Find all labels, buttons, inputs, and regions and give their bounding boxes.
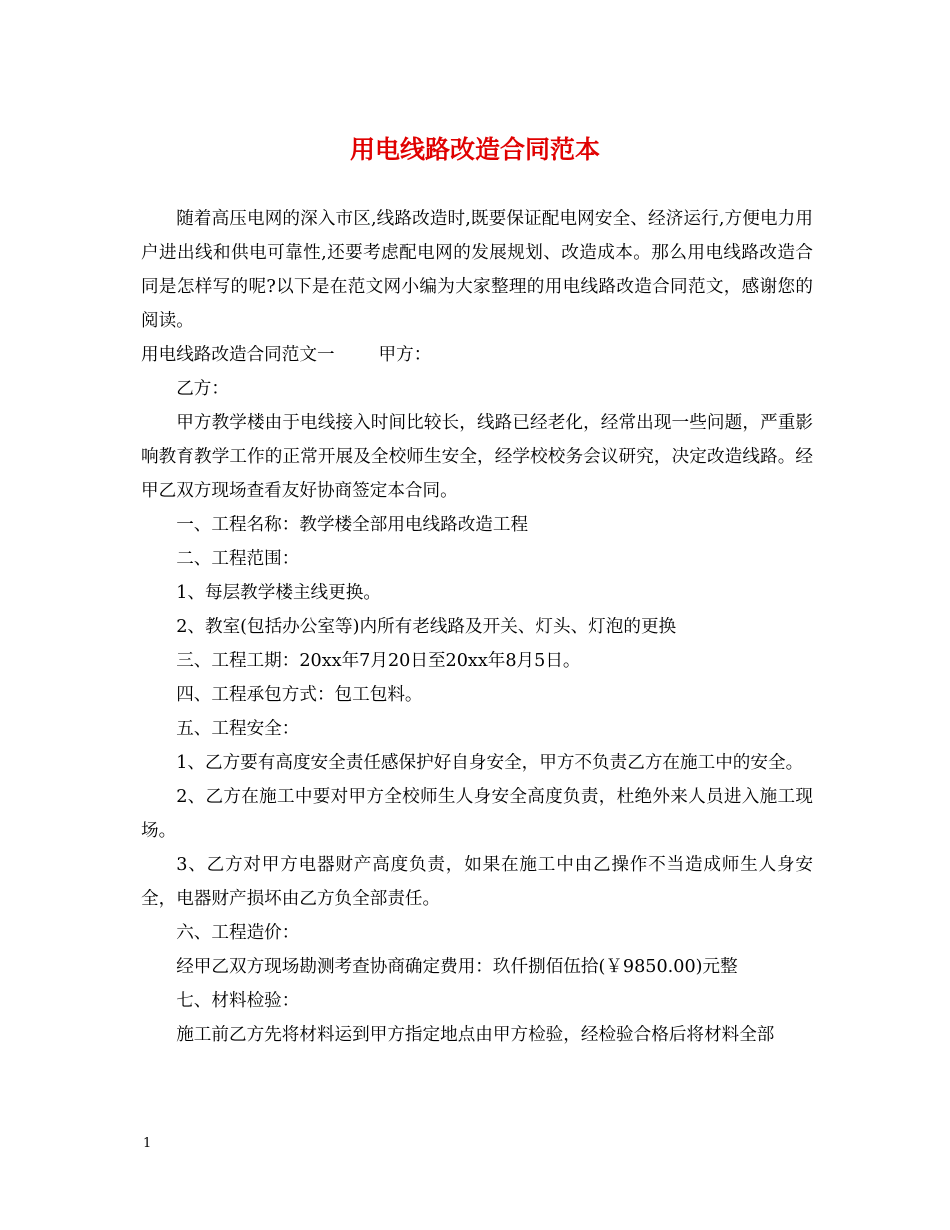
party-b-label: 乙方： (176, 379, 229, 399)
page-title: 用电线路改造合同范本 (349, 135, 600, 164)
safety-item-1: 1、乙方要有高度安全责任感保护好自身安全，甲方不负责乙方在施工中的安全。 (176, 753, 804, 773)
scope-item-1: 1、每层教学楼主线更换。 (176, 583, 381, 603)
safety-item-3: 3、乙方对甲方电器财产高度负责，如果在施工中由乙操作不当造成师生人身安全，电器财产损坏由乙方负全部责任。 (141, 855, 813, 909)
clause-contract-method: 四、工程承包方式：包工包料。 (176, 685, 423, 705)
clause-project-scope: 二、工程范围： (176, 549, 300, 569)
party-a-label: 甲方： (378, 345, 432, 365)
background-paragraph: 甲方教学楼由于电线接入时间比较长，线路已经老化，经常出现一些问题，严重影响教育教学工作的正常开展及全校师生安全，经学校校务会议研究，决定改造线路。经甲乙双方现场查看友好协商签定本合同。 (141, 413, 813, 501)
clause-project-name: 一、工程名称：教学楼全部用电线路改造工程 (176, 515, 529, 535)
safety-item-2: 2、乙方在施工中要对甲方全校师生人身安全高度负责，杜绝外来人员进入施工现场。 (141, 787, 813, 841)
intro-paragraph: 随着高压电网的深入市区,线路改造时,既要保证配电网安全、经济运行,方便电力用户进出线和供电可靠性,还要考虑配电网的发展规划、改造成本。那么用电线路改造合同是怎样写的呢?以下是在范文网小编为大家整理的用电线路改造合同范文，感谢您的阅读。 (141, 209, 813, 331)
clause-project-cost: 六、工程造价： (176, 923, 300, 943)
inspection-detail: 施工前乙方先将材料运到甲方指定地点由甲方检验，经检验合格后将材料全部 (176, 1025, 775, 1045)
cost-detail: 经甲乙双方现场勘测考查协商确定费用：玖仟捌佰伍拾(￥9850.00)元整 (176, 957, 738, 977)
clause-project-duration: 三、工程工期：20xx年7月20日至20xx年8月5日。 (176, 651, 581, 671)
clause-safety: 五、工程安全： (176, 719, 300, 739)
sample-heading: 用电线路改造合同范文一 (141, 345, 335, 365)
heading-line (141, 338, 813, 372)
clause-material-inspection: 七、材料检验： (176, 991, 300, 1011)
scope-item-2: 2、教室(包括办公室等)内所有老线路及开关、灯头、灯泡的更换 (176, 617, 677, 637)
page-number: 1 (143, 1136, 152, 1151)
document-body (141, 202, 813, 1052)
